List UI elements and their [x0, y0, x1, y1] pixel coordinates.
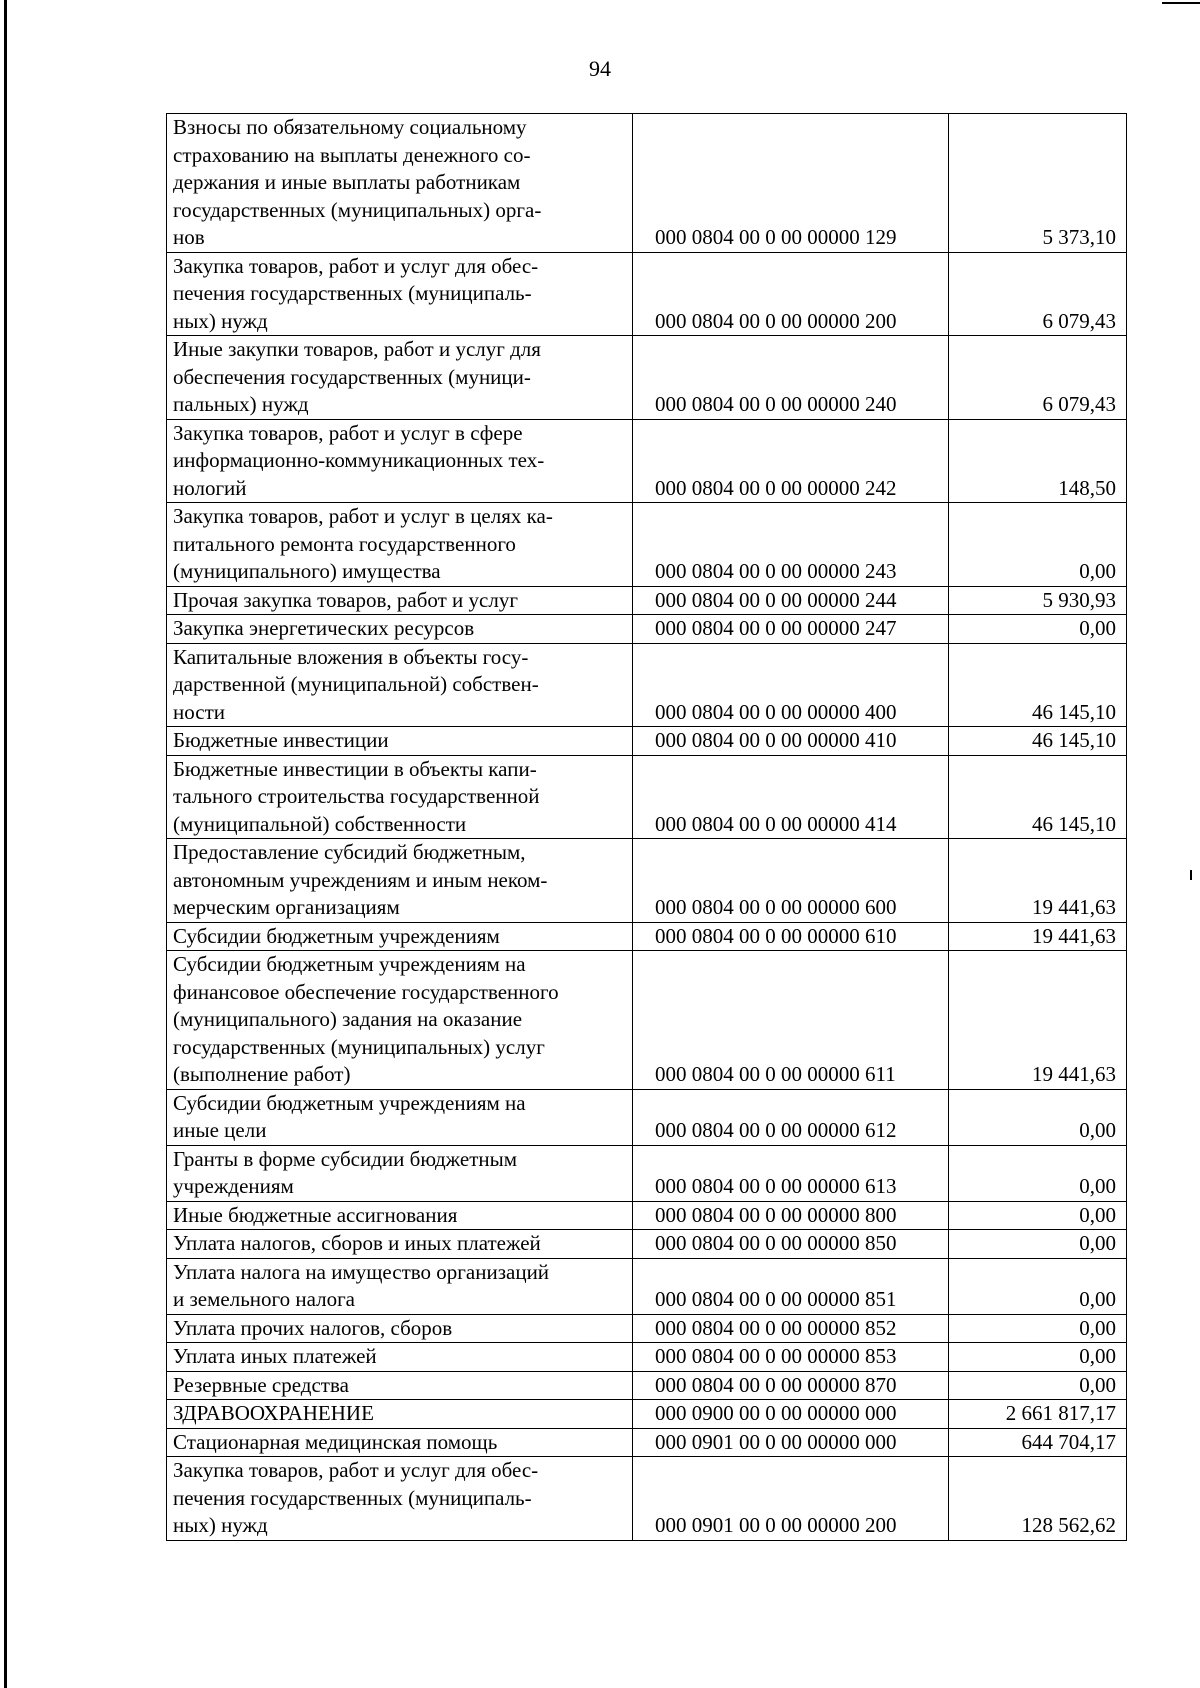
row-amount: 644 704,17	[949, 1428, 1127, 1457]
row-name-line: пальных) нужд	[173, 392, 309, 416]
row-code: 000 0900 00 0 00 00000 000	[633, 1400, 949, 1429]
row-name-line: Предоставление субсидий бюджетным,	[173, 840, 526, 864]
row-name-line: мерческим организациям	[173, 895, 400, 919]
row-name-line: информационно-коммуникационных тех-	[173, 448, 545, 472]
row-amount: 46 145,10	[949, 727, 1127, 756]
row-name-line: Прочая закупка товаров, работ и услуг	[173, 587, 518, 612]
table-row	[167, 1145, 1127, 1201]
table-row	[167, 1230, 1127, 1259]
row-name	[167, 1258, 633, 1314]
row-name-line: учреждениям	[173, 1174, 294, 1198]
table-body	[167, 114, 1127, 1541]
page-number: 94	[589, 56, 611, 81]
row-name-line: Уплата прочих налогов, сборов	[173, 1315, 453, 1340]
row-name	[167, 1400, 633, 1429]
row-name-line: питального ремонта государственного	[173, 531, 516, 556]
table-row	[167, 336, 1127, 420]
row-amount: 46 145,10	[949, 755, 1127, 839]
row-name	[167, 922, 633, 951]
row-name-line: ных) нужд	[173, 308, 268, 333]
row-name	[167, 1230, 633, 1259]
row-name	[167, 727, 633, 756]
row-name	[167, 1371, 633, 1400]
row-name-line: автономным учреждениям и иным неком-	[173, 867, 548, 892]
row-name	[167, 336, 633, 420]
row-code: 000 0804 00 0 00 00000 800	[633, 1201, 949, 1230]
row-name-line: Бюджетные инвестиции	[173, 728, 389, 752]
row-name-line: иные цели	[173, 1118, 267, 1142]
row-name	[167, 1314, 633, 1343]
row-name-line: печения государственных (муниципаль-	[173, 281, 532, 305]
row-amount: 0,00	[949, 503, 1127, 587]
row-name-line: ЗДРАВООХРАНЕНИЕ	[173, 1401, 374, 1425]
table-row	[167, 1089, 1127, 1145]
table-row	[167, 1428, 1127, 1457]
table-row	[167, 755, 1127, 839]
row-name-line: обеспечения государственных (муници-	[173, 364, 531, 389]
table-row	[167, 503, 1127, 587]
row-code: 000 0804 00 0 00 00000 242	[633, 419, 949, 503]
row-amount: 0,00	[949, 1089, 1127, 1145]
row-name-line: Гранты в форме субсидии бюджетным	[173, 1146, 518, 1171]
row-name-line: Закупка товаров, работ и услуг в целях ка-	[173, 504, 553, 528]
row-code: 000 0804 00 0 00 00000 247	[633, 615, 949, 644]
row-name-line: Субсидии бюджетным учреждениям на	[173, 952, 526, 976]
row-code: 000 0804 00 0 00 00000 852	[633, 1314, 949, 1343]
row-name-line: (муниципального) задания на оказание	[173, 1007, 523, 1031]
row-name	[167, 755, 633, 839]
row-name-line: Капитальные вложения в объекты госу-	[173, 644, 529, 669]
row-name	[167, 1457, 633, 1541]
row-amount: 19 441,63	[949, 839, 1127, 923]
row-code: 000 0804 00 0 00 00000 243	[633, 503, 949, 587]
row-name-line: (выполнение работ)	[173, 1062, 351, 1086]
row-amount: 6 079,43	[949, 252, 1127, 336]
row-amount: 0,00	[949, 615, 1127, 644]
row-name	[167, 586, 633, 615]
row-name-line: печения государственных (муниципаль-	[173, 1485, 532, 1510]
row-name-line: (муниципальной) собственности	[173, 811, 467, 836]
row-amount: 0,00	[949, 1314, 1127, 1343]
table-row	[167, 252, 1127, 336]
row-code: 000 0804 00 0 00 00000 200	[633, 252, 949, 336]
row-code: 000 0804 00 0 00 00000 611	[633, 951, 949, 1090]
row-code: 000 0804 00 0 00 00000 613	[633, 1145, 949, 1201]
row-name	[167, 643, 633, 727]
row-name	[167, 503, 633, 587]
row-amount: 0,00	[949, 1371, 1127, 1400]
row-name-line: Стационарная медицинская помощь	[173, 1429, 498, 1454]
row-name-line: страхованию на выплаты денежного со-	[173, 142, 531, 167]
row-name	[167, 615, 633, 644]
row-code: 000 0804 00 0 00 00000 850	[633, 1230, 949, 1259]
table-row	[167, 727, 1127, 756]
row-name-line: государственных (муниципальных) орга-	[173, 197, 542, 222]
row-name-line: Субсидии бюджетным учреждениям	[173, 923, 500, 948]
row-code: 000 0901 00 0 00 00000 000	[633, 1428, 949, 1457]
row-amount: 0,00	[949, 1201, 1127, 1230]
row-code: 000 0804 00 0 00 00000 244	[633, 586, 949, 615]
row-name-line: Уплата налога на имущество организаций	[173, 1259, 550, 1284]
row-name-line: дарственной (муниципальной) собствен-	[173, 672, 539, 696]
table-row	[167, 1371, 1127, 1400]
table-row	[167, 951, 1127, 1090]
table-row	[167, 114, 1127, 253]
row-name-line: ных) нужд	[173, 1513, 268, 1537]
row-amount: 128 562,62	[949, 1457, 1127, 1541]
table-row	[167, 1400, 1127, 1429]
row-name	[167, 839, 633, 923]
row-name-line: Субсидии бюджетным учреждениям на	[173, 1090, 526, 1115]
row-name-line: и земельного налога	[173, 1287, 356, 1311]
row-name	[167, 1145, 633, 1201]
table-row	[167, 1314, 1127, 1343]
row-name-line: Закупка товаров, работ и услуг в сфере	[173, 420, 523, 445]
table-row	[167, 1457, 1127, 1541]
row-name-line: нологий	[173, 475, 247, 500]
row-name-line: нов	[173, 225, 205, 249]
row-code: 000 0804 00 0 00 00000 129	[633, 114, 949, 253]
row-code: 000 0804 00 0 00 00000 414	[633, 755, 949, 839]
budget-table	[166, 113, 1127, 1541]
row-name	[167, 1201, 633, 1230]
scan-mark-right	[1190, 870, 1192, 880]
row-name-line: Иные бюджетные ассигнования	[173, 1202, 458, 1227]
row-name-line: Закупка товаров, работ и услуг для обес-	[173, 253, 539, 278]
row-name-line: финансовое обеспечение государственного	[173, 979, 559, 1004]
scan-edge-top-right	[1162, 2, 1200, 4]
row-amount: 6 079,43	[949, 336, 1127, 420]
row-amount: 0,00	[949, 1343, 1127, 1372]
row-name	[167, 419, 633, 503]
table-row	[167, 1343, 1127, 1372]
row-name-line: Резервные средства	[173, 1372, 349, 1397]
row-code: 000 0804 00 0 00 00000 240	[633, 336, 949, 420]
row-name-line: Закупка товаров, работ и услуг для обес-	[173, 1458, 539, 1482]
table-row	[167, 922, 1127, 951]
row-amount: 5 930,93	[949, 586, 1127, 615]
row-name-line: (муниципального) имущества	[173, 559, 441, 583]
row-name	[167, 1428, 633, 1457]
row-code: 000 0804 00 0 00 00000 610	[633, 922, 949, 951]
scan-edge-left	[4, 0, 7, 1688]
row-amount: 0,00	[949, 1145, 1127, 1201]
table-row	[167, 643, 1127, 727]
table-row	[167, 586, 1127, 615]
row-code: 000 0804 00 0 00 00000 870	[633, 1371, 949, 1400]
table-row	[167, 839, 1127, 923]
row-name-line: Уплата иных платежей	[173, 1344, 377, 1368]
row-name-line: государственных (муниципальных) услуг	[173, 1034, 545, 1059]
row-name	[167, 114, 633, 253]
row-name	[167, 1343, 633, 1372]
table-row	[167, 1258, 1127, 1314]
row-amount: 148,50	[949, 419, 1127, 503]
row-name-line: Уплата налогов, сборов и иных платежей	[173, 1231, 541, 1255]
row-code: 000 0804 00 0 00 00000 410	[633, 727, 949, 756]
row-name-line: ности	[173, 699, 225, 724]
table-row	[167, 615, 1127, 644]
row-name-line: Взносы по обязательному социальному	[173, 115, 527, 139]
row-name-line: Иные закупки товаров, работ и услуг для	[173, 337, 541, 361]
row-amount: 0,00	[949, 1230, 1127, 1259]
table-row	[167, 419, 1127, 503]
row-name-line: Бюджетные инвестиции в объекты капи-	[173, 756, 537, 781]
row-name	[167, 252, 633, 336]
row-code: 000 0901 00 0 00 00000 200	[633, 1457, 949, 1541]
row-amount: 0,00	[949, 1258, 1127, 1314]
row-name-line: тального строительства государственной	[173, 784, 540, 808]
row-name	[167, 951, 633, 1090]
row-code: 000 0804 00 0 00 00000 600	[633, 839, 949, 923]
row-name-line: Закупка энергетических ресурсов	[173, 616, 475, 640]
row-code: 000 0804 00 0 00 00000 612	[633, 1089, 949, 1145]
row-amount: 19 441,63	[949, 951, 1127, 1090]
row-amount: 19 441,63	[949, 922, 1127, 951]
row-code: 000 0804 00 0 00 00000 400	[633, 643, 949, 727]
row-amount: 2 661 817,17	[949, 1400, 1127, 1429]
row-name-line: держания и иные выплаты работникам	[173, 170, 521, 194]
row-name	[167, 1089, 633, 1145]
row-code: 000 0804 00 0 00 00000 853	[633, 1343, 949, 1372]
table-row	[167, 1201, 1127, 1230]
row-amount: 46 145,10	[949, 643, 1127, 727]
row-amount: 5 373,10	[949, 114, 1127, 253]
row-code: 000 0804 00 0 00 00000 851	[633, 1258, 949, 1314]
